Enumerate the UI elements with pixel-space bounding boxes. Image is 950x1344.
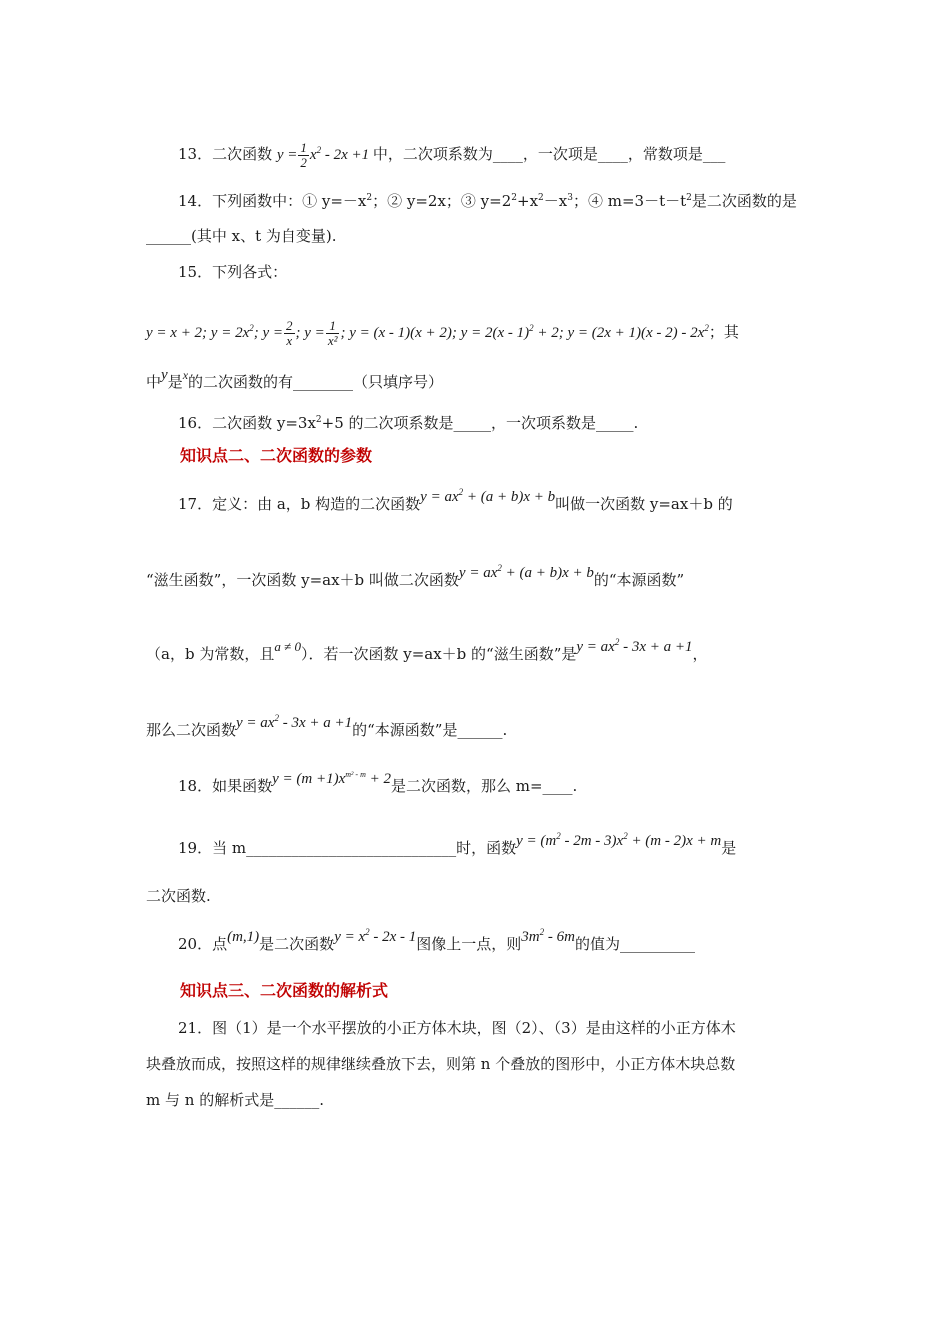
question-19-line2: 二次函数. — [146, 887, 211, 905]
q13-prefix: 13．二次函数 — [178, 145, 273, 163]
question-21-line1: 21．图（1）是一个水平摆放的小正方体木块，图（2）、（3）是由这样的小正方体木 — [178, 1019, 736, 1037]
question-15-line3: 中y是$^x$的二次函数的有________（只填序号） — [146, 367, 444, 391]
question-16: 16．二次函数 $y=3x^2+5$ 的二次项系数是_____，一次项系数是_____. — [178, 414, 639, 432]
question-15-line1: 15．下列各式： — [178, 263, 288, 281]
question-17-line3: （a，b 为常数，且a ≠ 0）．若一次函数 y=ax＋b 的“滋生函数”是$y = ax^2 - 3x + a +1$， — [146, 637, 708, 663]
question-21-line3: m 与 n 的解析式是______. — [146, 1091, 324, 1109]
question-18: 18．如果函数$y = (m +1)x^{m^2 - m} + 2$是二次函数，那么 m=____. — [178, 770, 578, 795]
section-heading-3: 知识点三、二次函数的解析式 — [180, 981, 389, 1000]
question-13 — [178, 140, 725, 170]
q13-equation: y = $\frac{1}{2}$ $x^2 - 2x +1$ — [276, 140, 370, 171]
question-14-line1: 14．下列函数中：① $y=-x^2$；② y=2x；③ $y=2^2+x^2-x^3$；④ $m=3-t-t^2$是二次函数的是 — [178, 192, 797, 210]
question-19-line1: 19．当 m____________________________时，函数$y = (m^2 - 2m - 3)x^2 + (m - 2)x + m$是 — [178, 831, 737, 857]
question-20: 20．点(m,1)是二次函数$y = x^2 - 2x - 1$图像上一点，则$3m^2 - 6m$的值为__________ — [178, 927, 695, 953]
question-17-line2: “滋生函数”，一次函数 y=ax＋b 叫做二次函数$y = ax^2 + (a + b)x + b$的“本源函数” — [146, 563, 685, 589]
question-17-line4: 那么二次函数$y = ax^2 - 3x + a +1$的“本源函数”是______. — [146, 713, 508, 739]
section-heading-2: 知识点二、二次函数的参数 — [180, 446, 373, 465]
question-15-formulas: y = x + 2; $y = 2x^2$; y = $\frac{2}{x}$ ; y = $\frac{1}{\text{x²}}$ ; y = (x - 1)(x + 2); y = 2(x - 1)$^2$ + 2; $y = (2x + 1)(x - 2) - 2x^2$；其 — [146, 318, 739, 349]
question-14-line2: ______(其中 x、t 为自变量). — [146, 227, 337, 245]
question-21-line2: 块叠放而成，按照这样的规律继续叠放下去，则第 n 个叠放的图形中，小正方体木块总数 — [146, 1055, 736, 1073]
question-17-line1: 17．定义：由 a，b 构造的二次函数$y = ax^2 + (a + b)x + b$叫做一次函数 y=ax＋b 的 — [178, 487, 733, 513]
q13-suffix: 中，二次项系数为____，一次项是____，常数项是___ — [372, 145, 726, 163]
q13-fraction: $\frac{1}{2}$ — [300, 140, 307, 171]
